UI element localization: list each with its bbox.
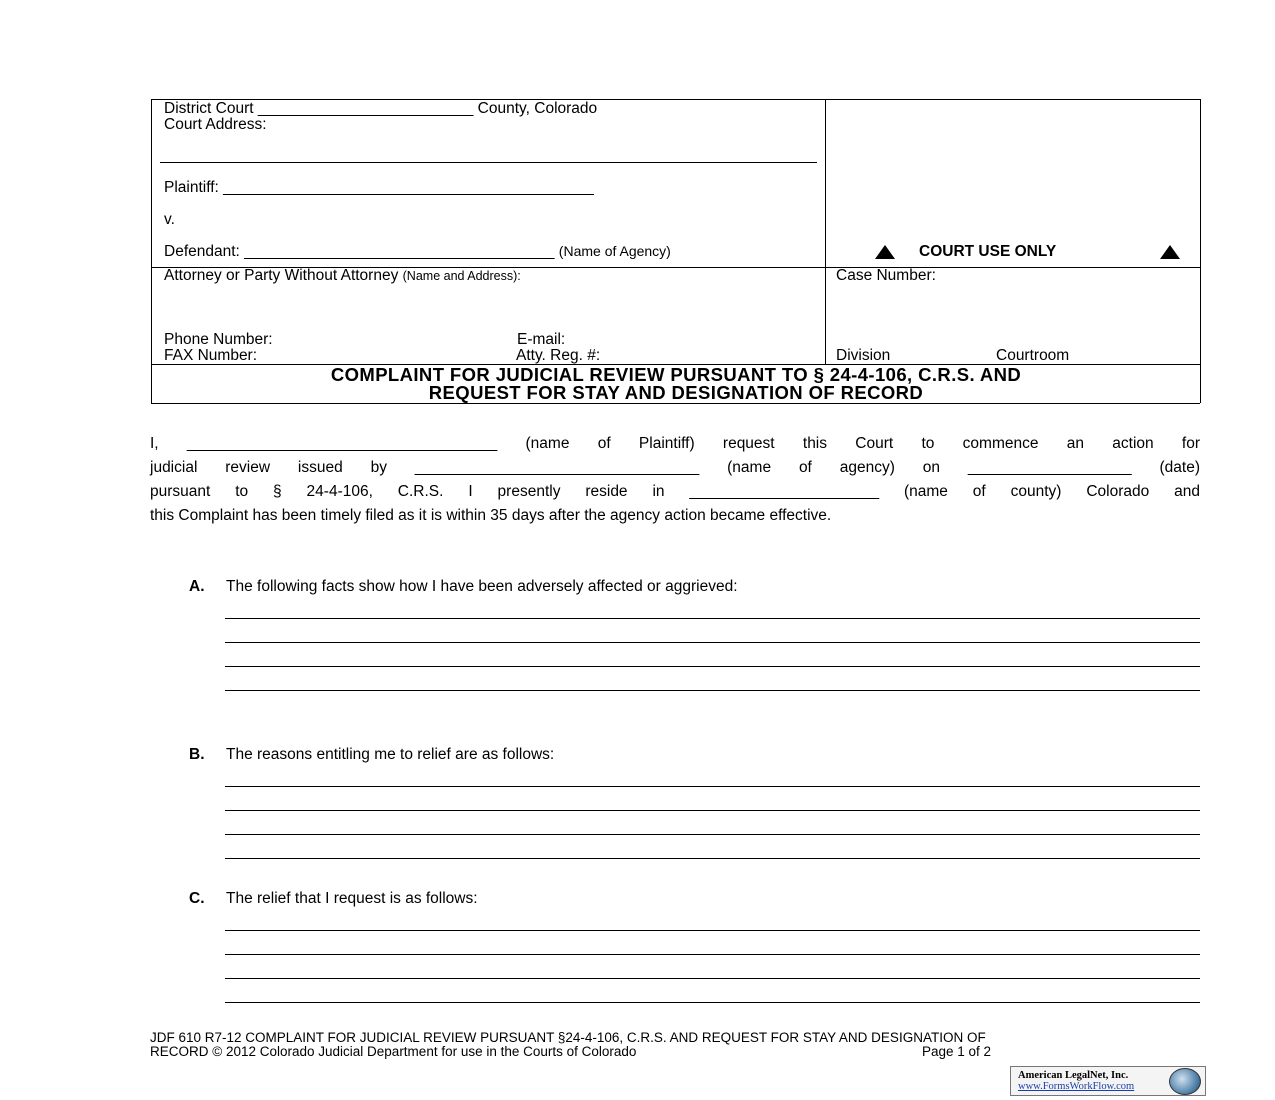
box-left-border <box>151 99 152 403</box>
versus-text: v. <box>164 211 175 228</box>
court-address-line <box>160 162 817 163</box>
section-a-answer-line[interactable] <box>225 642 1200 643</box>
section-c-letter: C. <box>189 890 205 907</box>
section-b-answer-line[interactable] <box>225 858 1200 859</box>
badge-url-link[interactable]: www.FormsWorkFlow.com <box>1018 1081 1135 1092</box>
section-b-answer-line[interactable] <box>225 834 1200 835</box>
intro-paragraph <box>150 432 1200 528</box>
document-title-line-1: COMPLAINT FOR JUDICIAL REVIEW PURSUANT TO § 24-4-106, C.R.S. AND <box>330 364 1022 385</box>
case-number-label: Case Number: <box>836 267 936 284</box>
section-c-answer-line[interactable] <box>225 1002 1200 1003</box>
attorney-label: Attorney or Party Without Attorney <box>164 267 399 284</box>
name-of-agency-note: (Name of Agency) <box>558 243 671 259</box>
atty-reg-label: Atty. Reg. #: <box>516 347 601 364</box>
attorney-label-suffix: (Name and Address): <box>402 269 521 283</box>
courtroom-label: Courtroom <box>996 347 1070 364</box>
box-bottom-border <box>151 403 1200 404</box>
section-c-heading: The relief that I request is as follows: <box>226 890 478 907</box>
email-label: E-mail: <box>517 331 566 348</box>
intro-line: I, ____________________________________ (name of Plaintiff) request this Court to commence an action for <box>150 435 1200 452</box>
division-label: Division <box>836 347 891 364</box>
intro-line: judicial review issued by _________________________________ (name of agency) on ___________________ (date) <box>150 459 1200 476</box>
defendant-text: Defendant: ____________________________________ <box>164 243 555 260</box>
phone-number-label: Phone Number: <box>164 331 273 348</box>
footer-form-id: JDF 610 R7-12 COMPLAINT FOR JUDICIAL REVIEW PURSUANT §24-4-106, C.R.S. AND REQUEST FOR STAY AND DESIGNATION OF <box>150 1030 986 1045</box>
court-use-only-label: COURT USE ONLY <box>919 243 1057 260</box>
up-triangle-icon <box>875 245 895 259</box>
defendant-line <box>164 244 671 260</box>
badge-company-name: American LegalNet, Inc. <box>1018 1070 1129 1081</box>
district-court-line: District Court _________________________ County, Colorado <box>164 100 598 117</box>
section-b-answer-line[interactable] <box>225 810 1200 811</box>
intro-line: this Complaint has been timely filed as it is within 35 days after the agency action became effective. <box>150 507 832 524</box>
section-a-answer-line[interactable] <box>225 618 1200 619</box>
section-a-letter: A. <box>189 578 205 595</box>
fax-number-label: FAX Number: <box>164 347 258 364</box>
box-middle-divider <box>825 99 826 364</box>
american-legalnet-badge[interactable] <box>1010 1066 1206 1096</box>
section-a-heading: The following facts show how I have been adversely affected or aggrieved: <box>226 578 738 595</box>
attorney-label-line <box>164 268 521 284</box>
up-triangle-icon <box>1160 245 1180 259</box>
intro-line: pursuant to § 24-4-106, C.R.S. I presently reside in ______________________ (name of county) Colorado and <box>150 483 1200 500</box>
document-title-line-2: REQUEST FOR STAY AND DESIGNATION OF RECORD <box>428 382 924 403</box>
footer-copyright: RECORD © 2012 Colorado Judicial Department for use in the Courts of Colorado <box>150 1044 637 1059</box>
section-b-letter: B. <box>189 746 205 763</box>
section-b-heading: The reasons entitling me to relief are as follows: <box>226 746 555 763</box>
section-c-answer-line[interactable] <box>225 930 1200 931</box>
section-b-answer-line[interactable] <box>225 786 1200 787</box>
section-c-answer-line[interactable] <box>225 978 1200 979</box>
plaintiff-line: Plaintiff: ___________________________________________ <box>164 179 594 196</box>
globe-icon <box>1169 1068 1201 1095</box>
footer-page-number: Page 1 of 2 <box>922 1044 992 1059</box>
court-address-label: Court Address: <box>164 116 267 133</box>
section-a-answer-line[interactable] <box>225 666 1200 667</box>
box-right-border <box>1200 99 1201 403</box>
section-c-answer-line[interactable] <box>225 954 1200 955</box>
section-a-answer-line[interactable] <box>225 690 1200 691</box>
